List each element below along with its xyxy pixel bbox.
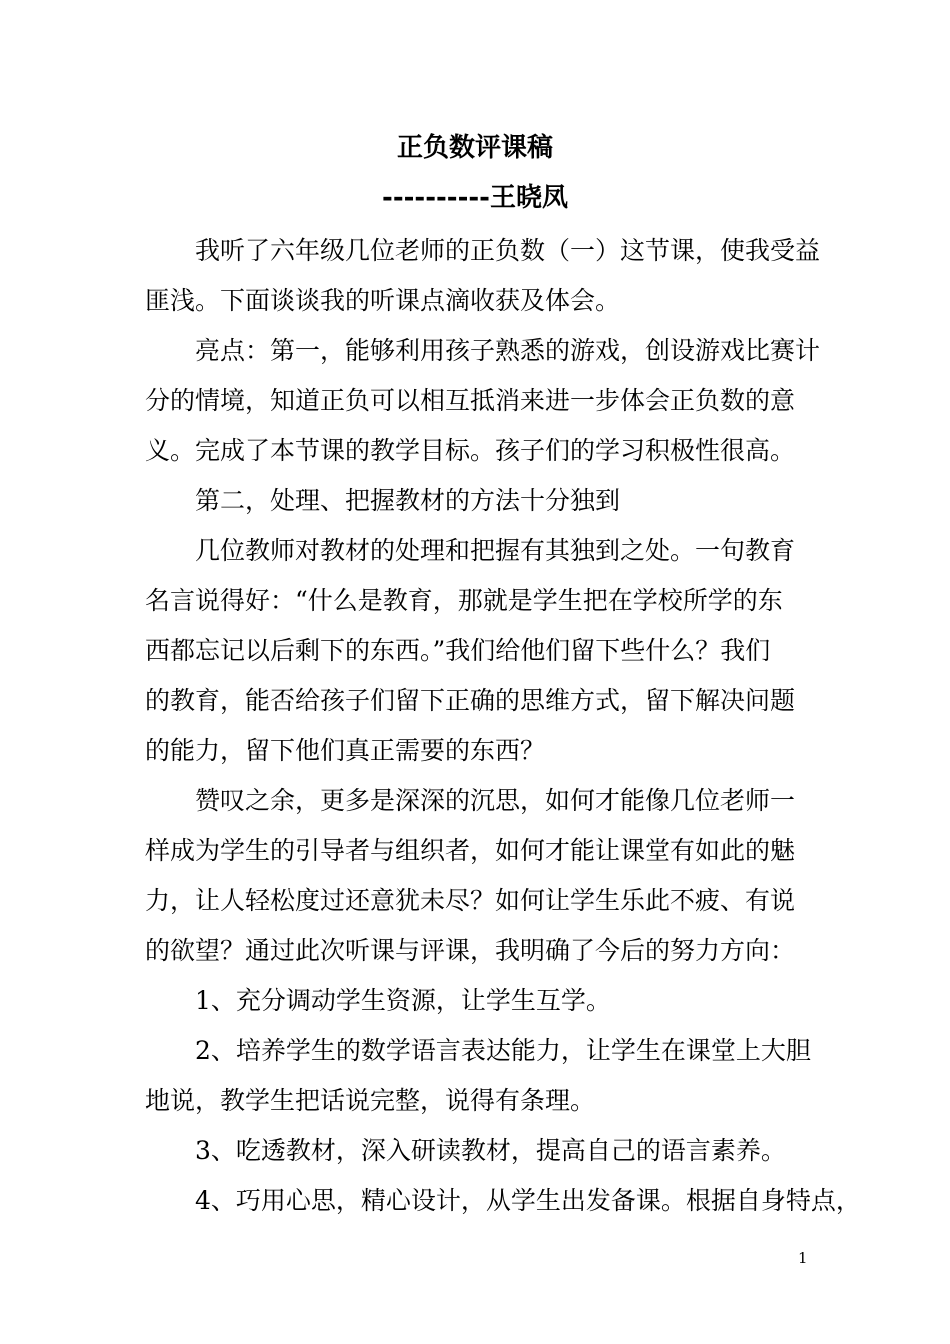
list-item-2-line-1: 2、培养学生的数学语言表达能力，让学生在课堂上大胆 — [195, 1036, 811, 1065]
paragraph-second-point: 第二，处理、把握教材的方法十分独到 — [195, 486, 621, 515]
paragraph-highlight-line-2: 分的情境，知道正负可以相互抵消来进一步体会正负数的意 — [145, 386, 796, 415]
paragraph-teaching-line-2: 名言说得好：“什么是教育，那就是学生把在学校所学的东 — [145, 586, 783, 615]
paragraph-teaching-line-3: 西都忘记以后剩下的东西。”我们给他们留下些什么？我们 — [145, 636, 771, 665]
list-item-4-line-1: 4、巧用心思，精心设计，从学生出发备课。根据自身特点， — [195, 1186, 861, 1215]
document-body — [145, 226, 861, 1226]
paragraph-teaching-line-1: 几位教师对教材的处理和把握有其独到之处。一句教育 — [195, 536, 796, 565]
paragraph-reflection-line-3: 力，让人轻松度过还意犹未尽？如何让学生乐此不疲、有说 — [145, 886, 796, 915]
paragraph-teaching-line-4: 的教育，能否给孩子们留下正确的思维方式，留下解决问题 — [145, 686, 796, 715]
page-number: 1 — [798, 1249, 808, 1267]
paragraph-reflection-line-1: 赞叹之余，更多是深深的沉思，如何才能像几位老师一 — [195, 786, 796, 815]
paragraph-highlight-line-3: 义。完成了本节课的教学目标。孩子们的学习积极性很高。 — [145, 436, 796, 465]
document-title: 正负数评课稿 — [396, 133, 553, 163]
paragraph-reflection-line-2: 样成为学生的引导者与组织者，如何才能让课堂有如此的魅 — [145, 836, 796, 865]
list-item-2-line-2: 地说，教学生把话说完整，说得有条理。 — [145, 1086, 596, 1115]
list-item-3: 3、吃透教材，深入研读教材，提高自己的语言素养。 — [195, 1136, 786, 1165]
paragraph-intro-line-2: 匪浅。下面谈谈我的听课点滴收获及体会。 — [145, 286, 621, 315]
paragraph-highlight-line-1: 亮点：第一，能够利用孩子熟悉的游戏，创设游戏比赛计 — [195, 336, 821, 365]
paragraph-teaching-line-5: 的能力，留下他们真正需要的东西？ — [145, 736, 546, 765]
list-item-1: 1、充分调动学生资源，让学生互学。 — [195, 986, 611, 1015]
paragraph-intro-line-1: 我听了六年级几位老师的正负数（一）这节课，使我受益 — [195, 236, 821, 265]
paragraph-reflection-line-4: 的欲望？通过此次听课与评课，我明确了今后的努力方向： — [145, 936, 796, 965]
document-author: ----------王晓凤 — [382, 183, 568, 213]
